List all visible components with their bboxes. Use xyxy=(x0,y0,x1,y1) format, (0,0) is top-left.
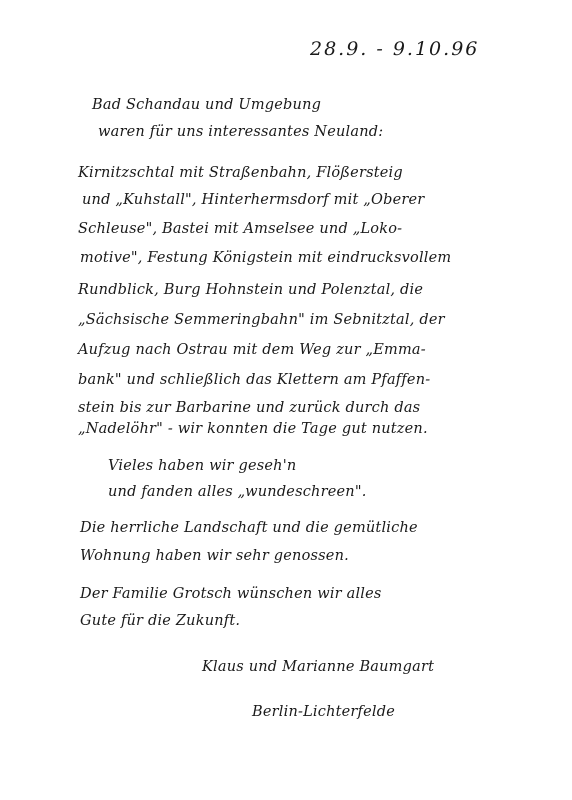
wishes-line-1: Der Familie Grotsch wünschen wir alles xyxy=(80,586,382,602)
landscape-line-1: Die herrliche Landschaft und die gemütliche xyxy=(80,520,418,536)
seen-line-2: und fanden alles „wundeschreen". xyxy=(108,484,367,500)
wishes-line-2: Gute für die Zukunft. xyxy=(80,613,241,629)
signature-names: Klaus und Marianne Baumgart xyxy=(202,659,435,675)
places-line-8: bank" und schließlich das Klettern am Pfaffen- xyxy=(78,372,431,388)
places-line-1: Kirnitzschtal mit Straßenbahn, Flößersteig xyxy=(78,165,403,181)
places-line-9: stein bis zur Barbarine und zurück durch das xyxy=(78,400,421,416)
landscape-line-2: Wohnung haben wir sehr genossen. xyxy=(80,548,349,564)
places-line-7: Aufzug nach Ostrau mit dem Weg zur „Emma- xyxy=(78,342,426,358)
places-line-3: Schleuse", Bastei mit Amselsee und „Loko- xyxy=(78,221,403,237)
places-line-4: motive", Festung Königstein mit eindrucksvollem xyxy=(80,250,452,266)
intro-line-1: Bad Schandau und Umgebung xyxy=(92,97,322,113)
places-line-10: „Nadelöhr" - wir konnten die Tage gut nutzen. xyxy=(78,421,428,437)
signature-place: Berlin-Lichterfelde xyxy=(252,704,395,720)
places-line-6: „Sächsische Semmeringbahn" im Sebnitztal, der xyxy=(78,312,445,328)
intro-line-2: waren für uns interessantes Neuland: xyxy=(98,124,384,140)
letter-date: 28.9. - 9.10.96 xyxy=(310,38,480,60)
seen-line-1: Vieles haben wir geseh'n xyxy=(108,458,297,474)
places-line-5: Rundblick, Burg Hohnstein und Polenztal, die xyxy=(78,282,424,298)
places-line-2: und „Kuhstall", Hinterhermsdorf mit „Oberer xyxy=(82,192,425,208)
